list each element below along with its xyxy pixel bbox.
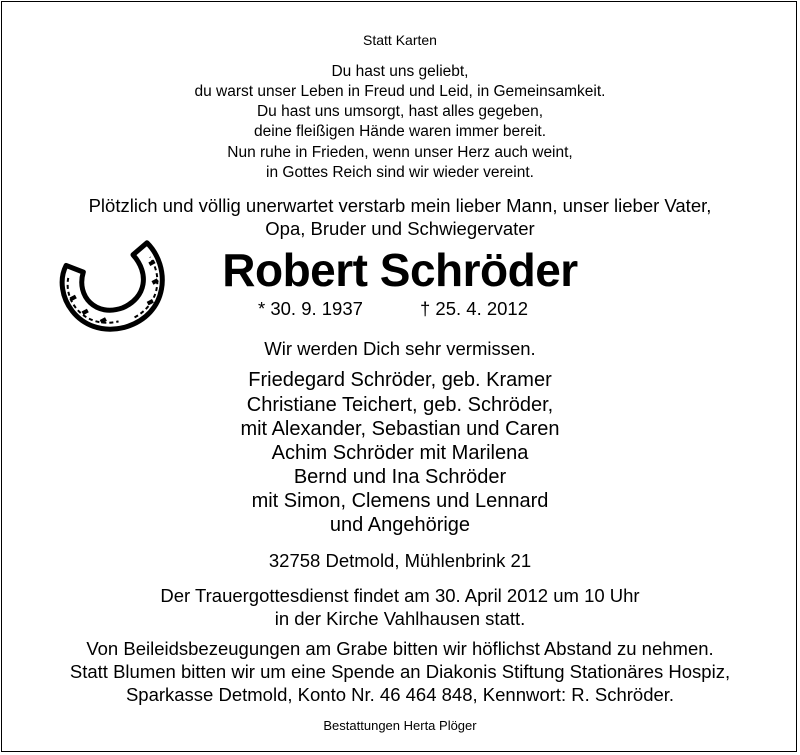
announcement-line: Opa, Bruder und Schwiegervater — [265, 218, 535, 239]
poem-line: Du hast uns umsorgt, hast alles gegeben, — [256, 103, 544, 120]
service-line: Der Trauergottesdienst findet am 30. April 2012 um 10 Uhr — [160, 585, 640, 606]
family-line: mit Alexander, Sebastian und Caren — [240, 418, 560, 440]
request-line: Sparkasse Detmold, Konto Nr. 46 464 848, Kennwort: R. Schröder. — [125, 684, 675, 705]
death-date: † 25. 4. 2012 — [420, 298, 529, 319]
family-line: mit Simon, Clemens und Lennard — [251, 490, 549, 512]
poem-line: in Gottes Reich sind wir wieder vereint. — [266, 164, 534, 181]
family-line: Achim Schröder mit Marilena — [271, 442, 529, 464]
statt-karten-label: Statt Karten — [363, 32, 437, 48]
miss-line: Wir werden Dich sehr vermissen. — [264, 338, 536, 359]
birth-date: * 30. 9. 1937 — [258, 298, 363, 319]
poem-line: deine fleißigen Hände waren immer bereit. — [253, 123, 547, 140]
poem-line: du warst unser Leben in Freud und Leid, in Gemeinsamkeit. — [194, 83, 606, 100]
family-line: Friedegard Schröder, geb. Kramer — [248, 369, 552, 391]
service-line: in der Kirche Vahlhausen statt. — [274, 608, 526, 629]
deceased-name: Robert Schröder — [222, 244, 578, 296]
poem-line: Nun ruhe in Frieden, wenn unser Herz auch weint, — [227, 144, 573, 161]
poem-line: Du hast uns geliebt, — [331, 63, 469, 80]
family-line: Bernd und Ina Schröder — [293, 466, 507, 488]
address-line: 32758 Detmold, Mühlenbrink 21 — [268, 550, 532, 571]
family-line: und Angehörige — [329, 514, 471, 536]
undertaker-label: Bestattungen Herta Plöger — [323, 718, 477, 733]
request-line: Von Beileidsbezeugungen am Grabe bitten wir höflichst Abstand zu nehmen. — [86, 638, 714, 659]
request-line: Statt Blumen bitten wir um eine Spende an Diakonis Stiftung Stationäres Hospiz, — [69, 661, 731, 682]
family-line: Christiane Teichert, geb. Schröder, — [246, 394, 554, 416]
announcement-line: Plötzlich und völlig unerwartet verstarb mein lieber Mann, unser lieber Vater, — [88, 195, 712, 216]
